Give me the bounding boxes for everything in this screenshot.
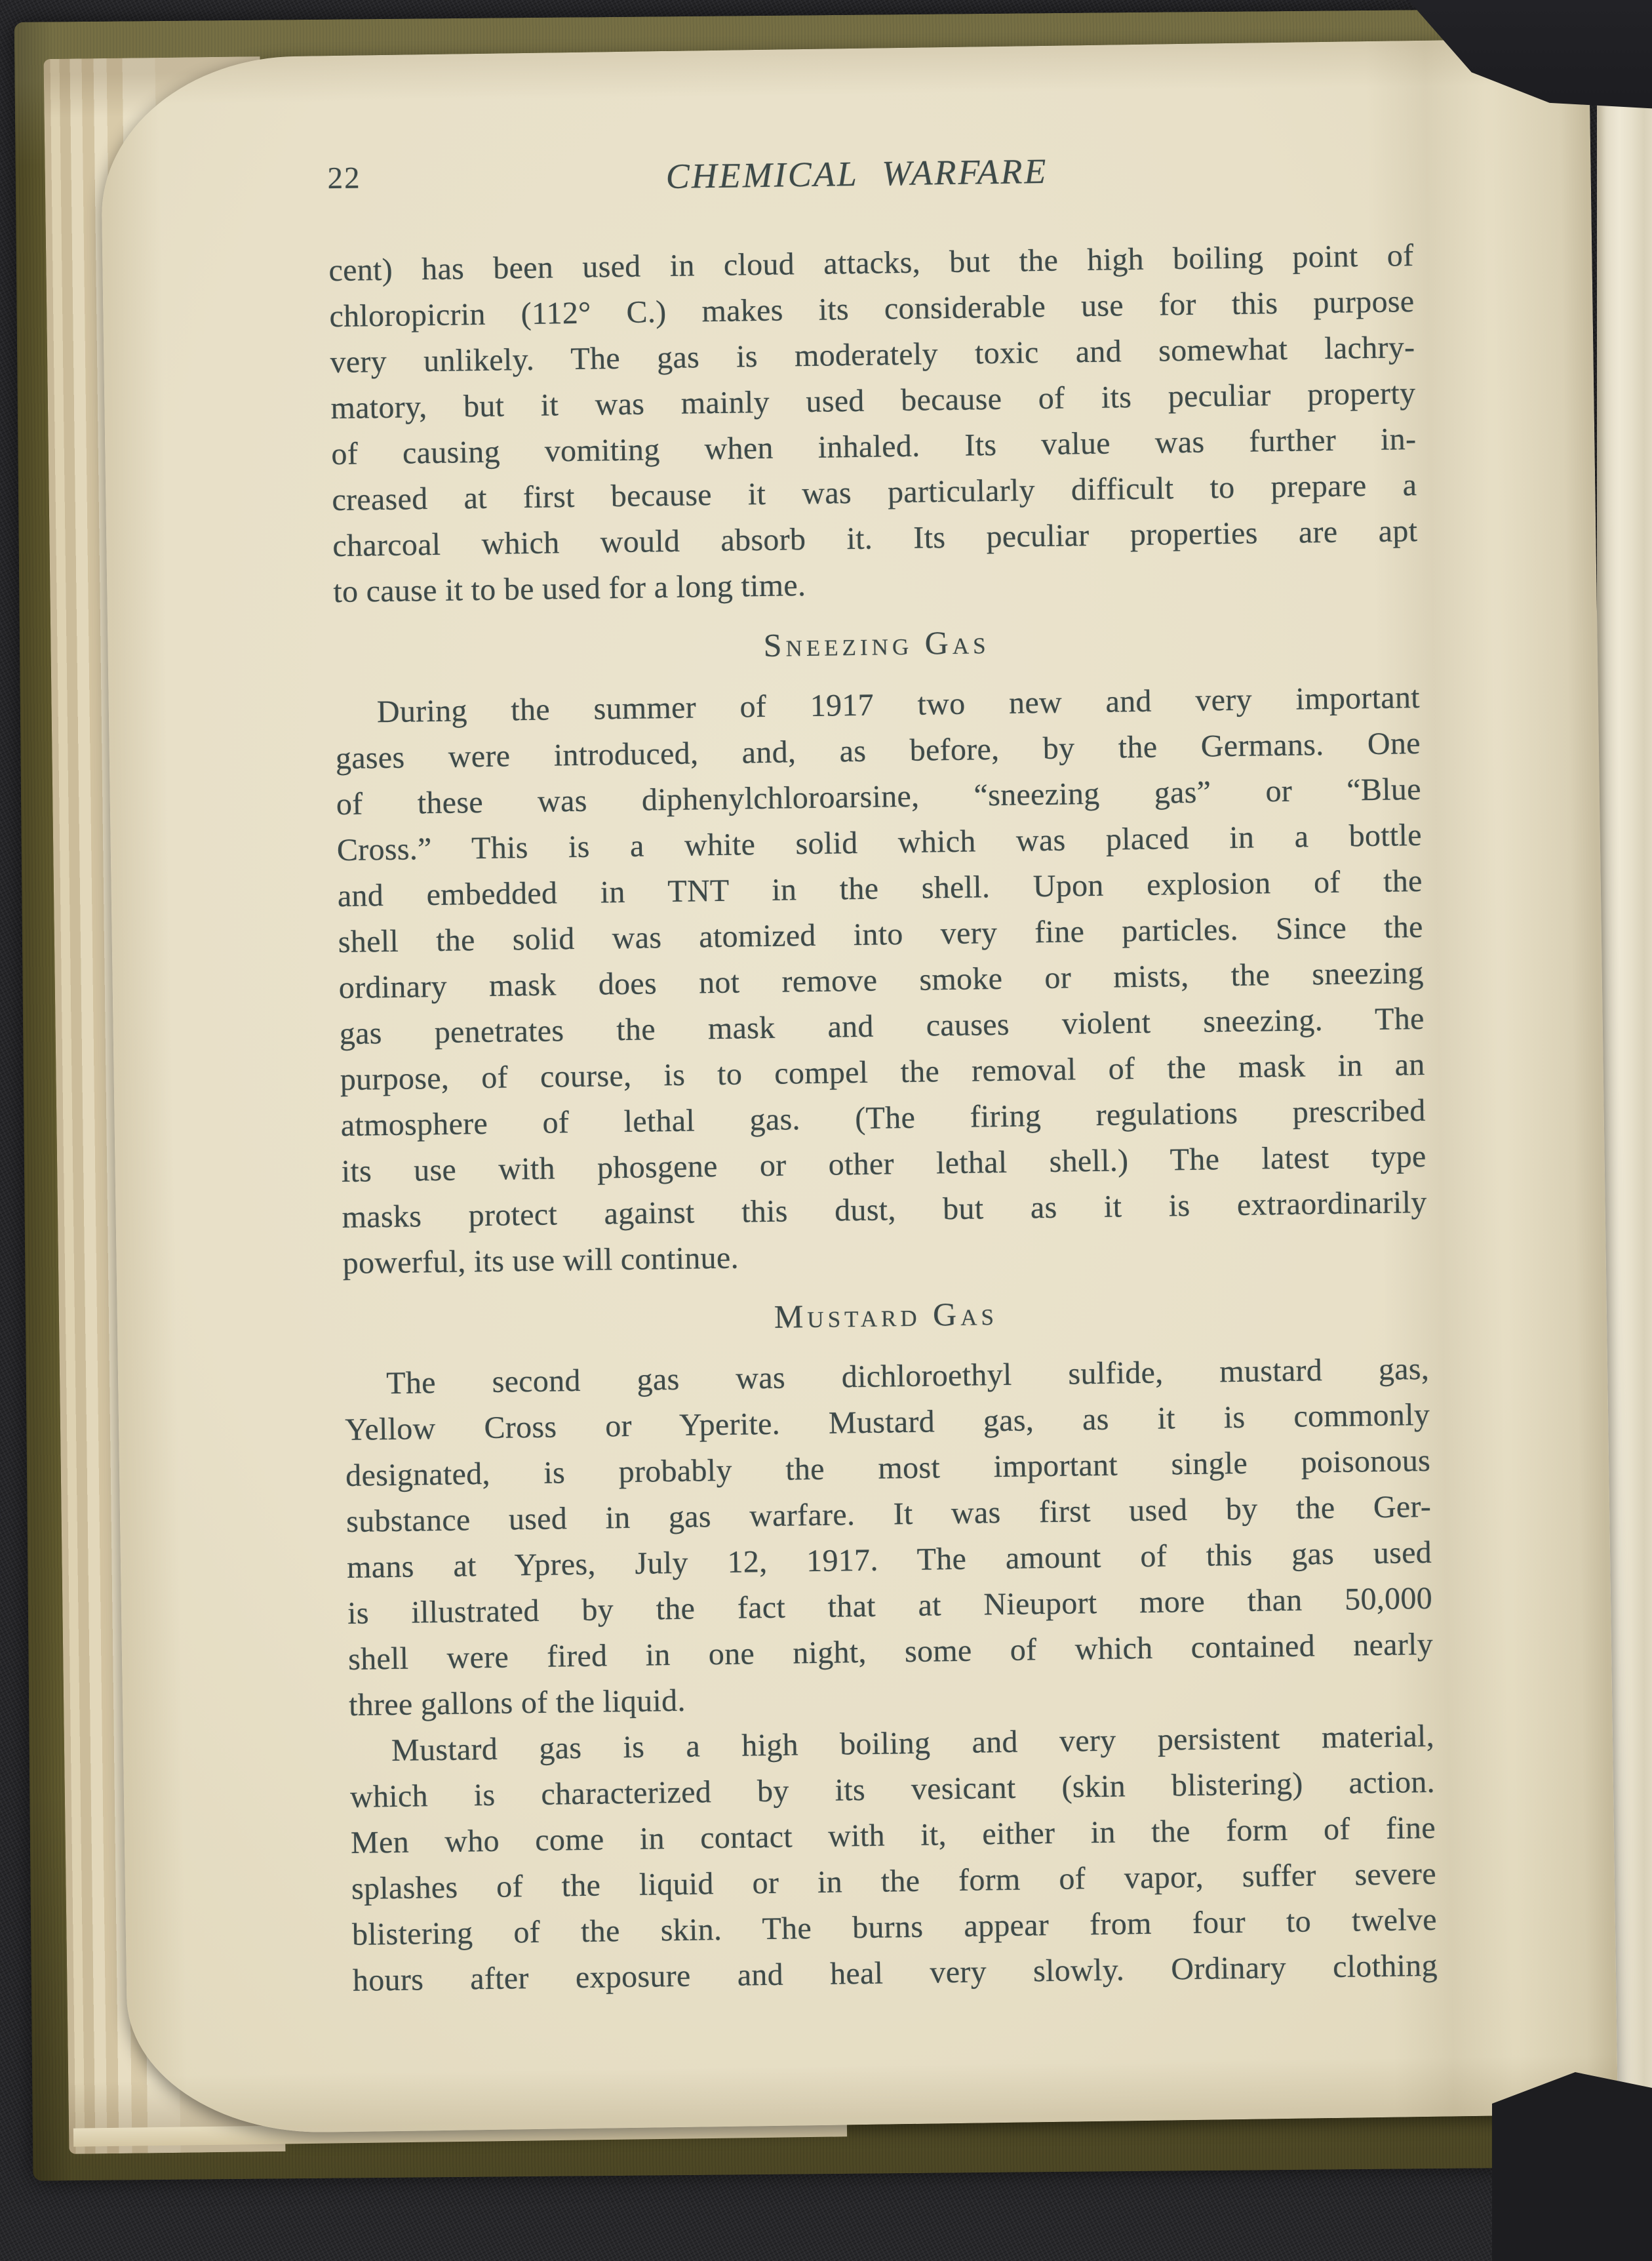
text-line: Cross.” This is a white solid which was placed in a bottle xyxy=(336,817,1423,868)
page-text xyxy=(327,146,1438,2004)
text-line: powerful, its use will continue. xyxy=(342,1240,739,1281)
page-number: 22 xyxy=(327,161,361,196)
text-line: of causing vomiting when inhaled. Its value was further in- xyxy=(331,422,1417,472)
text-line: splashes of the liquid or in the form of vapor, suffer severe xyxy=(351,1856,1437,1906)
text-line: matory, but it was mainly used because of its peculiar property xyxy=(330,376,1416,426)
text-line: ordinary mask does not remove smoke or mists, the sneezing xyxy=(338,955,1425,1006)
page-header xyxy=(327,146,1413,207)
text-line: Mustard gas is a high boiling and very persistent material, xyxy=(391,1718,1435,1769)
text-line: substance used in gas warfare. It was first used by the Ger- xyxy=(345,1489,1432,1539)
text-line: blistering of the skin. The burns appear from four to twelve xyxy=(351,1902,1438,1952)
paragraph xyxy=(344,1346,1434,1729)
text-line: shell the solid was atomized into very fine particles. Since the xyxy=(338,909,1424,960)
section-heading: Mustard Gas xyxy=(774,1295,998,1335)
text-line: gas penetrates the mask and causes violent sneezing. The xyxy=(339,1001,1425,1052)
text-line: designated, is probably the most important single poisonous xyxy=(345,1443,1431,1493)
text-line: purpose, of course, is to compel the removal of the mask in an xyxy=(340,1047,1425,1098)
text-line: Men who come in contact with it, either in the form of fine xyxy=(350,1810,1436,1860)
paragraph xyxy=(334,675,1428,1287)
text-line: chloropicrin (112° C.) makes its considerable use for this purpose xyxy=(329,284,1415,334)
text-line: and embedded in TNT in the shell. Upon explosion of the xyxy=(337,863,1423,914)
book-page xyxy=(100,38,1618,2134)
text-line: shell were fired in one night, some of which contained nearly xyxy=(347,1626,1434,1677)
running-title: CHEMICAL WARFARE xyxy=(665,151,1048,196)
text-line: very unlikely. The gas is moderately toxic and somewhat lachry- xyxy=(330,330,1415,380)
text-line: creased at first because it was particularly difficult to prepare a xyxy=(332,468,1417,518)
page-text-body xyxy=(328,233,1438,2004)
text-line: charcoal which would absorb it. Its peculiar properties are apt xyxy=(332,513,1418,564)
paragraph xyxy=(328,233,1419,615)
text-line: atmosphere of lethal gas. (The firing regulations prescribed xyxy=(340,1092,1426,1144)
text-line: masks protect against this dust, but as it is extraordinarily xyxy=(342,1184,1427,1235)
text-line: is illustrated by the fact that at Nieuport more than 50,000 xyxy=(347,1580,1433,1631)
text-line: three gallons of the liquid. xyxy=(348,1683,686,1723)
text-line: to cause it to be used for a long time. xyxy=(333,568,806,610)
text-line: gases were introduced, and, as before, by the Germans. One xyxy=(335,725,1421,776)
text-line: its use with phosgene or other lethal shell.) The latest type xyxy=(341,1138,1426,1190)
text-line: hours after exposure and heal very slowly. Ordinary clothing xyxy=(352,1948,1438,1998)
paragraph xyxy=(349,1713,1438,2004)
text-line: which is characterized by its vesicant (skin blistering) action. xyxy=(349,1764,1436,1814)
text-line: mans at Ypres, July 12, 1917. The amount of this gas used xyxy=(346,1534,1432,1585)
text-line: of these was diphenylchloroarsine, “sneezing gas” or “Blue xyxy=(336,771,1422,822)
text-line: The second gas was dichloroethyl sulfide, mustard gas, xyxy=(385,1351,1430,1401)
text-line: cent) has been used in cloud attacks, but the high boiling point of xyxy=(328,238,1414,289)
text-line: Yellow Cross or Yperite. Mustard gas, as it is commonly xyxy=(344,1397,1430,1447)
text-line: During the summer of 1917 two new and very important xyxy=(376,679,1421,730)
section-heading: Sneezing Gas xyxy=(763,624,990,664)
